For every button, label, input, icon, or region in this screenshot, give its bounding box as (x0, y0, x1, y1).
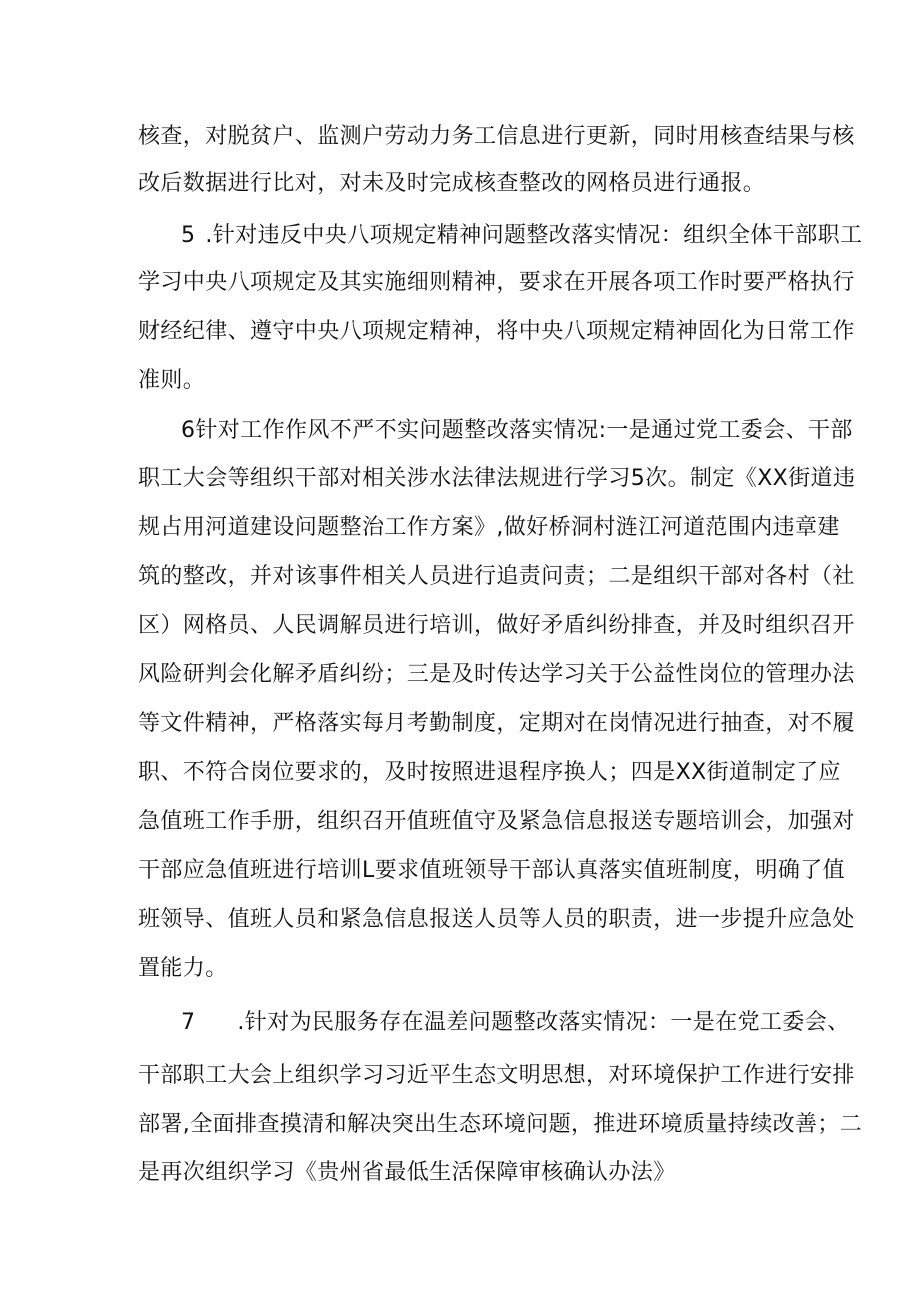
paragraph-line: 等文件精神，严格落实每月考勤制度，定期对在岗情况进行抽查，对不履 (138, 711, 855, 736)
paragraph-line: 职、不符合岗位要求的，及时按照进退程序换人；四是XX街道制定了应 (138, 760, 841, 785)
paragraph-5-first-line (181, 221, 862, 251)
paragraph-line: 干部职工大会上组织学习习近平生态文明思想，对环境保护工作进行安排 (138, 1063, 855, 1088)
paragraph-line: 部署,全面排查摸清和解决突出生态环境问题，推进环境质量持续改善；二 (138, 1112, 863, 1137)
paragraph-text: .针对为民服务存在温差问题整改落实情况：一是在党工委会、 (237, 1010, 850, 1035)
paragraph-line: 学习中央八项规定及其实施细则精神，要求在开展各项工作时要严格执行 (138, 270, 855, 295)
paragraph-line: 筑的整改，并对该事件相关人员进行追责问责；二是组织干部对各村（社 (138, 564, 855, 589)
paragraph-text: .针对违反中央八项规定精神问题整改落实情况：组织全体干部职工 (205, 223, 863, 248)
paragraph-line: 改后数据进行比对，对未及时完成核查整改的网格员进行通报。 (138, 171, 766, 196)
paragraph-line: 区）网格员、人民调解员进行培训，做好矛盾纠纷排查，并及时组织召开 (138, 613, 855, 638)
paragraph-number: 7 (181, 1010, 196, 1035)
paragraph-line: 班领导、值班人员和紧急信息报送人员等人员的职责，进一步提升应急处 (138, 907, 855, 932)
paragraph-6-first-line: 6针对工作作风不严不实问题整改落实情况:一是通过党工委会、干部 (181, 418, 853, 443)
paragraph-line: 职工大会等组织干部对相关涉水法律法规进行学习5次。制定《XX街道违 (138, 466, 856, 491)
paragraph-line: 置能力。 (138, 956, 228, 981)
paragraph-line: 风险研判会化解矛盾纠纷；三是及时传达学习关于公益性岗位的管理办法 (138, 662, 855, 687)
paragraph-line: 准则。 (138, 368, 206, 393)
paragraph-number: 5 (181, 223, 196, 248)
paragraph-line: 是再次组织学习《贵州省最低生活保障审核确认办法》 (138, 1160, 676, 1185)
paragraph-line: 财经纪律、遵守中央八项规定精神，将中央八项规定精神固化为日常工作 (138, 319, 855, 344)
paragraph-line: 规占用河道建设问题整治工作方案》,做好桥洞村涟江河道范围内违章建 (138, 515, 840, 540)
paragraph-7-first-line (181, 1008, 850, 1038)
paragraph-line: 急值班工作手册，组织召开值班值守及紧急信息报送专题培训会，加强对 (138, 809, 855, 834)
paragraph-line: 核查，对脱贫户、监测户劳动力务工信息进行更新，同时用核查结果与核 (138, 124, 855, 149)
paragraph-line: 干部应急值班进行培训L要求值班领导干部认真落实值班制度，明确了值 (138, 858, 846, 883)
